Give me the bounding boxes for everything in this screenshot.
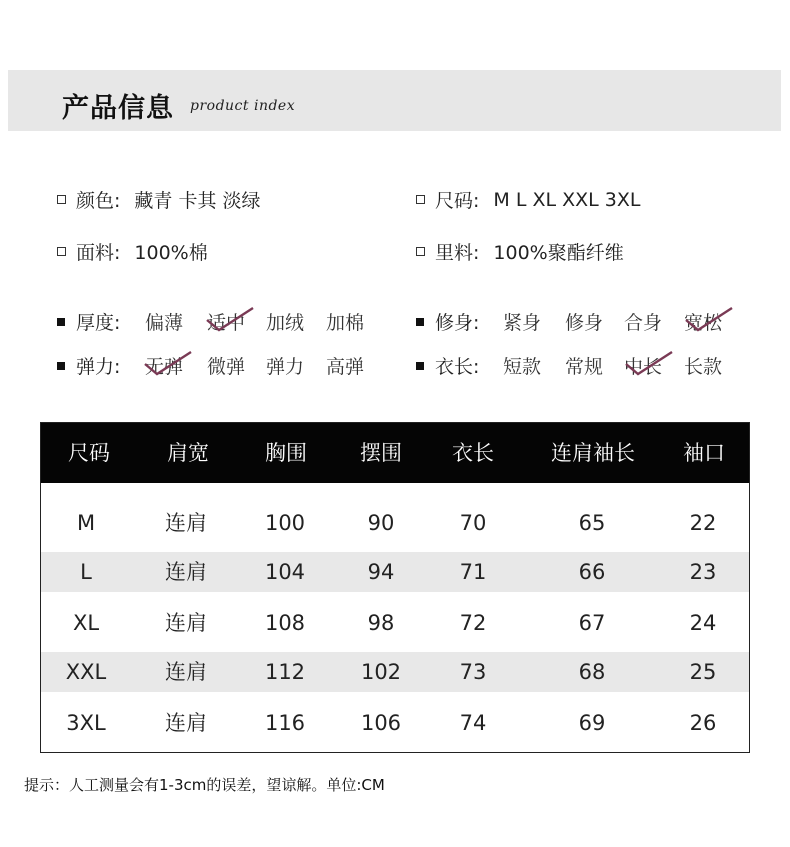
table-cell: 66 [578,560,606,584]
lining-value: 100%聚酯纤维 [493,242,624,264]
table-cell: 连肩 [165,511,207,535]
table-cell: 23 [689,560,717,584]
elasticity-option-selected: 无弹 [145,356,184,378]
bullet-square-icon [57,195,66,204]
fabric-row [57,238,208,265]
table-cell: 71 [459,560,487,584]
size-label: 尺码: [435,190,480,212]
length-label: 衣长: [435,356,480,378]
table-row [41,652,749,692]
header-sleeve: 连肩袖长 [551,441,635,465]
page-subtitle: product index [190,98,296,114]
table-row [41,603,749,643]
length-option: 短款 [503,356,542,378]
color-value: 藏青 卡其 淡绿 [134,190,261,212]
bullet-filled-icon [416,318,424,326]
elasticity-label: 弹力: [76,356,121,378]
table-cell: 72 [459,611,487,635]
thickness-option: 偏薄 [145,312,184,334]
fabric-value: 100%棉 [134,242,208,264]
header-length: 衣长 [452,441,494,465]
elasticity-option: 高弹 [326,356,365,378]
table-cell: 22 [689,511,717,535]
table-cell: XXL [65,660,107,684]
table-cell: 106 [360,711,402,735]
table-cell: 116 [264,711,306,735]
table-cell: 102 [360,660,402,684]
length-option-selected: 中长 [624,356,663,378]
header-hem: 摆围 [360,441,402,465]
fit-option: 合身 [624,312,663,334]
table-row [41,703,749,743]
thickness-option: 加绒 [266,312,305,334]
elasticity-option: 弹力 [266,356,305,378]
table-cell: 连肩 [165,560,207,584]
length-option: 常规 [565,356,604,378]
table-cell: 70 [459,511,487,535]
fit-option: 修身 [565,312,604,334]
page-title: 产品信息 [62,93,174,124]
table-row [41,503,749,543]
color-label: 颜色: [76,190,121,212]
color-row [57,186,261,213]
table-cell: 25 [689,660,717,684]
header-cuff: 袖口 [683,441,725,465]
thickness-option-selected: 适中 [207,312,246,334]
table-cell: 26 [689,711,717,735]
fit-option-selected: 宽松 [684,312,723,334]
header-chest: 胸围 [265,441,307,465]
elasticity-row [57,352,120,379]
table-cell: 67 [578,611,606,635]
size-table [40,422,750,753]
table-cell: 24 [689,611,717,635]
lining-row [416,238,624,265]
table-header [41,423,749,483]
table-cell: 98 [367,611,395,635]
measurement-note: 提示：人工测量会有1-3cm的误差，望谅解。单位:CM [24,776,385,794]
bullet-filled-icon [416,362,424,370]
table-cell: 90 [367,511,395,535]
fit-row [416,308,479,335]
length-option: 长款 [684,356,723,378]
thickness-row [57,308,120,335]
table-cell: M [76,511,96,535]
bullet-filled-icon [57,362,65,370]
bullet-filled-icon [57,318,65,326]
table-cell: 69 [578,711,606,735]
table-cell: XL [72,611,100,635]
bullet-square-icon [416,247,425,256]
table-cell: 112 [264,660,306,684]
size-value: M L XL XXL 3XL [493,188,641,211]
thickness-option: 加棉 [326,312,365,334]
bullet-square-icon [57,247,66,256]
thickness-label: 厚度: [76,312,121,334]
table-cell: 104 [264,560,306,584]
table-cell: 94 [367,560,395,584]
table-cell: 73 [459,660,487,684]
table-cell: 65 [578,511,606,535]
table-cell: 连肩 [165,660,207,684]
fabric-label: 面料: [76,242,121,264]
table-cell: 连肩 [165,611,207,635]
size-row [416,186,640,213]
header-size: 尺码 [68,441,110,465]
header-shoulder: 肩宽 [167,441,209,465]
table-row [41,552,749,592]
table-cell: L [80,560,92,584]
table-cell: 74 [459,711,487,735]
table-cell: 108 [264,611,306,635]
table-cell: 68 [578,660,606,684]
length-row [416,352,479,379]
lining-label: 里料: [435,242,480,264]
bullet-square-icon [416,195,425,204]
fit-option: 紧身 [503,312,542,334]
fit-label: 修身: [435,312,480,334]
elasticity-option: 微弹 [207,356,246,378]
table-cell: 3XL [66,711,106,735]
table-cell: 100 [264,511,306,535]
table-cell: 连肩 [165,711,207,735]
